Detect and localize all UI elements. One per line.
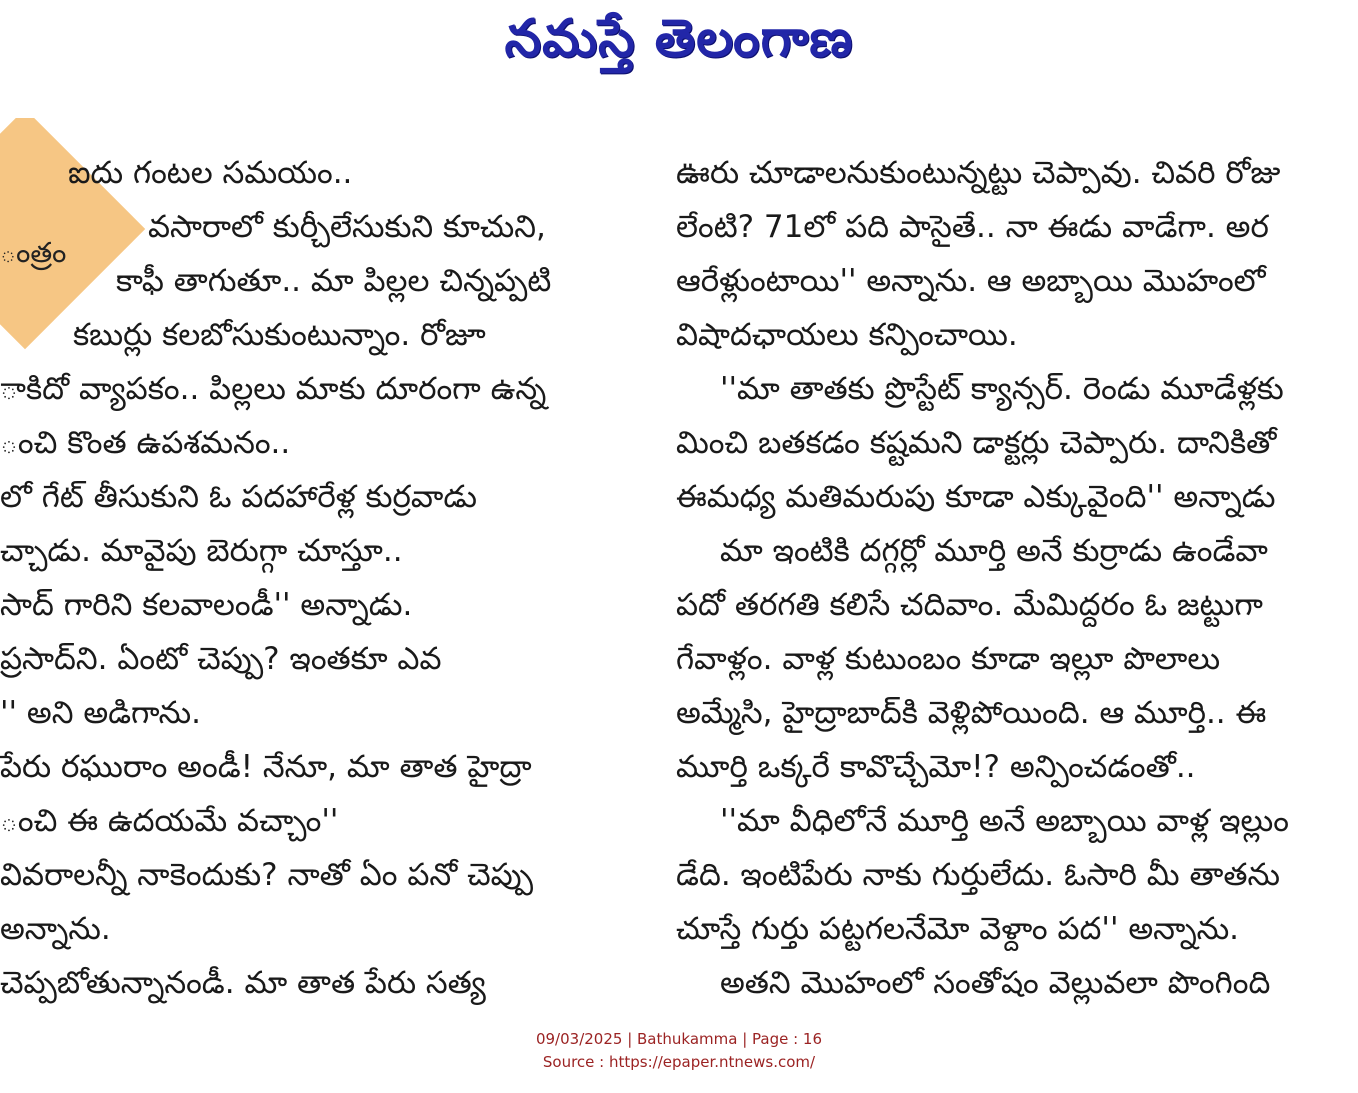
article-line: వివరాలన్నీ నాకెందుకు? నాతో ఏం పనో చెప్పు [0, 857, 534, 893]
article-line: లేంటి? 71లో పది పాసైతే.. నా ఈడు వాడేగా. అర [676, 209, 1269, 245]
article-line: ప్రసాద్‌ని. ఏంటో చెప్పు? ఇంతకూ ఎవ [0, 641, 442, 677]
article-clipping [0, 118, 1358, 1015]
article-line: ంచి కొంత ఉపశమనం.. [0, 425, 291, 461]
article-line: ఊరు చూడాలనుకుంటున్నట్టు చెప్పావు. చివరి రోజు [676, 155, 1281, 191]
article-line: మూర్తి ఒక్కరే కావొచ్చేమో!? అన్పించడంతో.. [676, 749, 1196, 785]
article-line: అమ్మేసి, హైద్రాబాద్‌కి వెళ్లిపోయింది. ఆ మూర్తి.. ఈ [676, 695, 1267, 731]
article-line: విషాదఛాయలు కన్పించాయి. [676, 317, 1018, 353]
article-line: మా ఇంటికి దగ్గర్లో మూర్తి అనే కుర్రాడు ఉండేవా [720, 533, 1268, 569]
article-line: ాకిదో వ్యాపకం.. పిల్లలు మాకు దూరంగా ఉన్న [0, 371, 547, 407]
article-line: చెప్పబోతున్నానండీ. మా తాత పేరు సత్య [0, 965, 486, 1001]
page-footer [0, 1028, 1358, 1074]
article-line: పేరు రఘురాం అండీ! నేనూ, మా తాత హైద్రా [0, 749, 532, 785]
article-line: కాఫీ తాగుతూ.. మా పిల్లల చిన్నప్పటి [116, 263, 552, 299]
article-line: మించి బతకడం కష్టమని డాక్టర్లు చెప్పారు. దానికితో [676, 425, 1277, 461]
article-line: వసారాలో కుర్చీలేసుకుని కూచుని, [148, 209, 546, 245]
masthead [0, 0, 1358, 90]
section-tag-label: ంత్రం [0, 236, 67, 269]
article-line: సాద్ గారిని కలవాలండీ'' అన్నాడు. [0, 587, 413, 623]
article-line: ''మా వీధిలోనే మూర్తి అనే అబ్బాయి వాళ్ల ఇల్లుం [720, 803, 1289, 839]
article-line: లో గేట్ తీసుకుని ఓ పదహారేళ్ల కుర్రవాడు [0, 479, 478, 515]
article-line: అన్నాను. [0, 911, 111, 947]
article-line: పదో తరగతి కలిసే చదివాం. మేమిద్దరం ఓ జట్టుగా [676, 587, 1263, 623]
article-line: అతని మొహంలో సంతోషం వెల్లువలా పొంగింది [720, 965, 1271, 1001]
article-line: చూస్తే గుర్తు పట్టగలనేమో వెళ్దాం పద'' అన్నాను. [676, 911, 1240, 947]
article-line: '' అని అడిగాను. [0, 695, 201, 731]
article-line: ''మా తాతకు ప్రొస్టేట్ క్యాన్సర్. రెండు మూడేళ్లకు [720, 371, 1284, 407]
article-line: ంచి ఈ ఉదయమే వచ్చాం'' [0, 803, 339, 839]
article-line: ఈమధ్య మతిమరుపు కూడా ఎక్కువైంది'' అన్నాడు [676, 479, 1276, 515]
article-line: డేది. ఇంటిపేరు నాకు గుర్తులేదు. ఓసారి మీ తాతను [676, 857, 1280, 893]
footer-date-page: 09/03/2025 | Bathukamma | Page : 16 [535, 1030, 823, 1048]
article-line: చ్చాడు. మావైపు బెరుగ్గా చూస్తూ.. [0, 533, 403, 569]
article-line: గేవాళ్లం. వాళ్ల కుటుంబం కూడా ఇల్లూ పొలాలు [676, 641, 1221, 677]
footer-source: Source : https://epaper.ntnews.com/ [542, 1053, 816, 1071]
article-line: ఐదు గంటల సమయం.. [68, 155, 353, 191]
newspaper-logo-title: నమస్తే తెలంగాణ [504, 8, 854, 69]
article-line: కబుర్లు కలబోసుకుంటున్నాం. రోజూ [73, 317, 486, 353]
article-line: ఆరేళ్లుంటాయి'' అన్నాను. ఆ అబ్బాయి మొహంలో [676, 263, 1266, 299]
